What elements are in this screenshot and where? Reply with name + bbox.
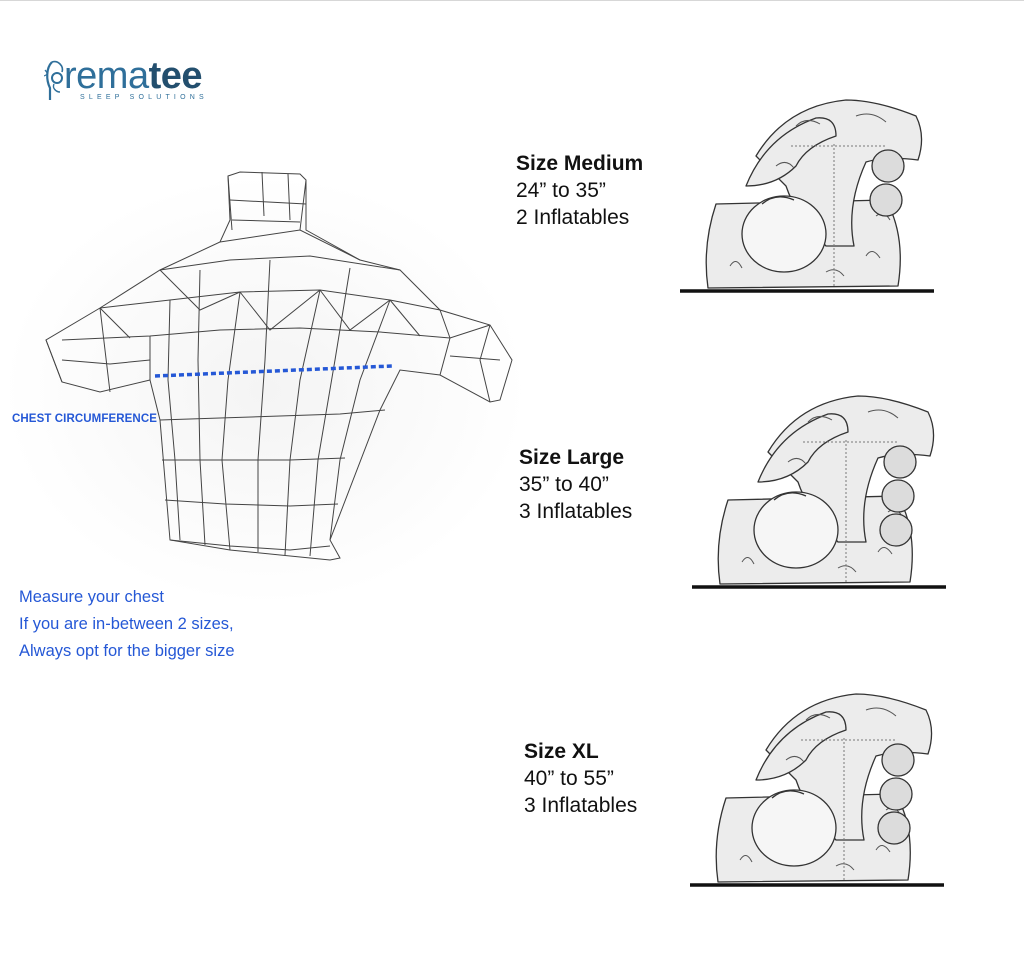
inflatable-icon (884, 446, 916, 478)
size-large-block (519, 444, 632, 525)
logo-wordmark (64, 56, 202, 96)
chest-circumference-label: CHEST CIRCUMFERENCE (12, 413, 158, 425)
logo-word-bold: tee (148, 55, 202, 97)
size-range: 35” to 40” (519, 473, 609, 496)
brand-logo (44, 56, 264, 106)
logo-word-light: rema (64, 55, 149, 97)
logo-tagline: SLEEP SOLUTIONS (80, 94, 208, 101)
sleeper-figure (686, 690, 956, 890)
inflatable-icon (870, 184, 902, 216)
instruction-line: If you are in-between 2 sizes, (19, 615, 234, 633)
instruction-line: Always opt for the bigger size (19, 642, 235, 660)
torso-diagram (0, 160, 530, 600)
inflatable-icon (882, 744, 914, 776)
size-medium-block (516, 150, 643, 231)
sleeper-illustration-medium (676, 96, 946, 301)
size-name: Size Medium (516, 152, 644, 175)
size-inflatables: 3 Inflatables (519, 500, 633, 523)
torso-wireframe-illustration (0, 160, 530, 600)
size-xl-block (524, 738, 637, 819)
size-range: 24” to 35” (516, 179, 606, 202)
size-inflatables: 3 Inflatables (524, 794, 638, 817)
sleeper-figure (676, 96, 946, 296)
size-inflatables: 2 Inflatables (516, 206, 630, 229)
inflatable-icon (882, 480, 914, 512)
size-name: Size Large (519, 446, 625, 469)
size-name: Size XL (524, 740, 599, 763)
top-divider (0, 0, 1024, 1)
size-range: 40” to 55” (524, 767, 614, 790)
inflatable-icon (872, 150, 904, 182)
inflatable-icon (880, 778, 912, 810)
sleeper-figure (688, 392, 958, 592)
sleeper-illustration-large (688, 392, 958, 597)
inflatable-icon (880, 514, 912, 546)
instruction-line: Measure your chest (19, 588, 164, 606)
measure-instructions (19, 584, 235, 665)
inflatable-icon (878, 812, 910, 844)
sleeper-illustration-xl (686, 690, 956, 895)
